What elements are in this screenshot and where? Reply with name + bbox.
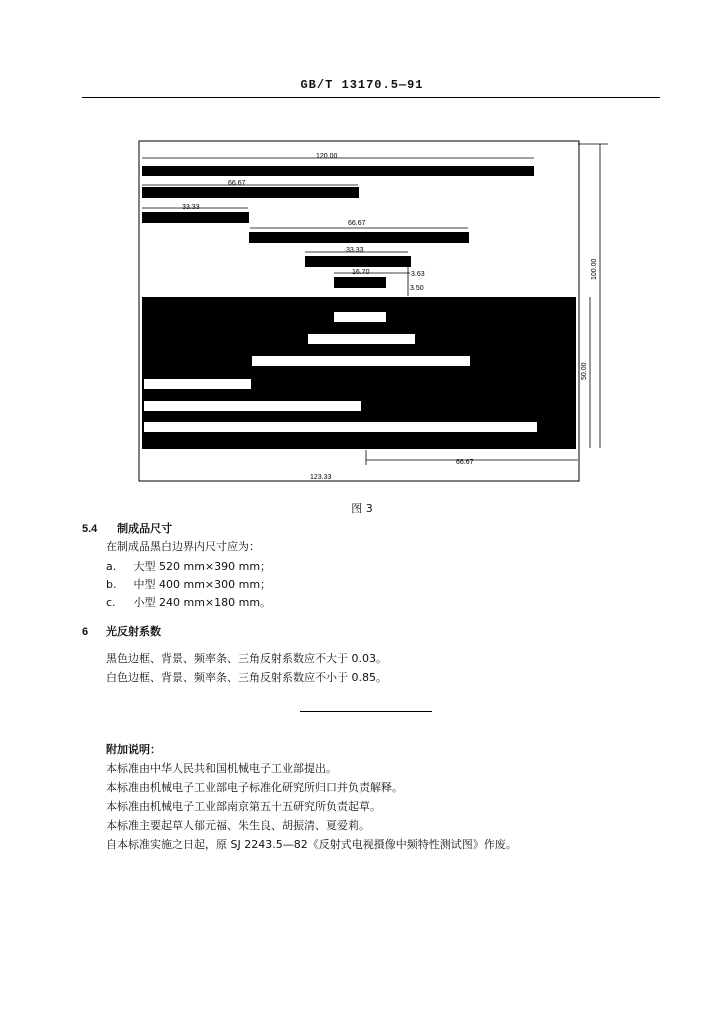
dim-label-height-total: 100.00 <box>591 258 598 280</box>
white-bar-1 <box>334 312 386 322</box>
section-5-4-intro: 在制成品黑白边界内尺寸应为： <box>106 540 260 553</box>
dim-label-top-width: 120.00 <box>316 153 338 160</box>
black-bar-2 <box>142 187 359 198</box>
list-item-b <box>106 576 271 592</box>
dim-label-d7: 3.50 <box>410 285 424 292</box>
dim-label-d1: 66.67 <box>228 180 246 187</box>
reflectance-line-white: 白色边框、背景、频率条、三角反射系数应不小于 0.85。 <box>106 671 387 684</box>
list-item-text: 大型 520 mm×390 mm； <box>133 560 272 573</box>
list-item-label: c. <box>106 596 116 609</box>
dim-label-height-lower: 50.00 <box>581 362 588 380</box>
dim-label-d5: 16.70 <box>352 269 370 276</box>
standard-code-header: GB/T 13170.5—91 <box>300 78 424 92</box>
end-rule <box>300 711 432 712</box>
section-5-4-number: 5.4 <box>82 523 98 535</box>
dim-label-bottom-right: 66.67 <box>456 459 474 466</box>
black-bar-4 <box>249 232 469 243</box>
dim-label-d6: 3.63 <box>411 271 425 278</box>
white-bar-4 <box>144 379 251 389</box>
white-bar-6 <box>144 422 537 432</box>
reflectance-line-black: 黑色边框、背景、频率条、三角反射系数应不大于 0.03。 <box>106 652 387 665</box>
section-6-heading-wrap <box>82 623 161 639</box>
black-bar-1 <box>142 166 534 176</box>
figure-caption: 图 3 <box>351 502 373 515</box>
appendix-line-2: 本标准由机械电子工业部电子标准化研究所归口并负责解释。 <box>106 781 403 794</box>
appendix-line-5: 自本标准实施之日起，原 SJ 2243.5—82《反射式电视摄像中频特性测试图》作废。 <box>106 838 517 851</box>
section-6-title: 光反射系数 <box>105 625 161 638</box>
white-bar-5 <box>144 401 361 411</box>
list-item-label: a. <box>106 560 117 573</box>
black-bar-3 <box>142 212 249 223</box>
list-item-a <box>106 558 271 574</box>
section-5-4-heading-wrap <box>82 520 172 536</box>
list-item-text: 中型 400 mm×300 mm； <box>133 578 272 591</box>
section-5-4-title: 制成品尺寸 <box>117 522 173 535</box>
list-item-label: b. <box>106 578 117 591</box>
dim-label-bottom-total: 123.33 <box>310 474 332 481</box>
white-bar-3 <box>252 356 470 366</box>
section-6-number: 6 <box>82 626 89 638</box>
black-bar-5 <box>305 256 411 267</box>
appendix-line-1: 本标准由中华人民共和国机械电子工业部提出。 <box>106 762 337 775</box>
list-item-text: 小型 240 mm×180 mm。 <box>133 596 272 609</box>
appendix-title: 附加说明： <box>106 743 161 756</box>
appendix-line-3: 本标准由机械电子工业部南京第五十五研究所负责起草。 <box>106 800 381 813</box>
white-bar-2 <box>308 334 415 344</box>
header-rule <box>82 97 660 98</box>
dim-label-d3: 66.67 <box>348 220 366 227</box>
black-bar-6 <box>334 277 386 288</box>
appendix-line-4: 本标准主要起草人郁元福、朱生良、胡振清、夏爱莉。 <box>106 819 370 832</box>
dim-label-d2: 33.33 <box>182 204 200 211</box>
list-item-c <box>106 594 271 610</box>
figure-3-diagram <box>138 140 608 485</box>
dim-label-d4: 33.33 <box>346 247 364 254</box>
